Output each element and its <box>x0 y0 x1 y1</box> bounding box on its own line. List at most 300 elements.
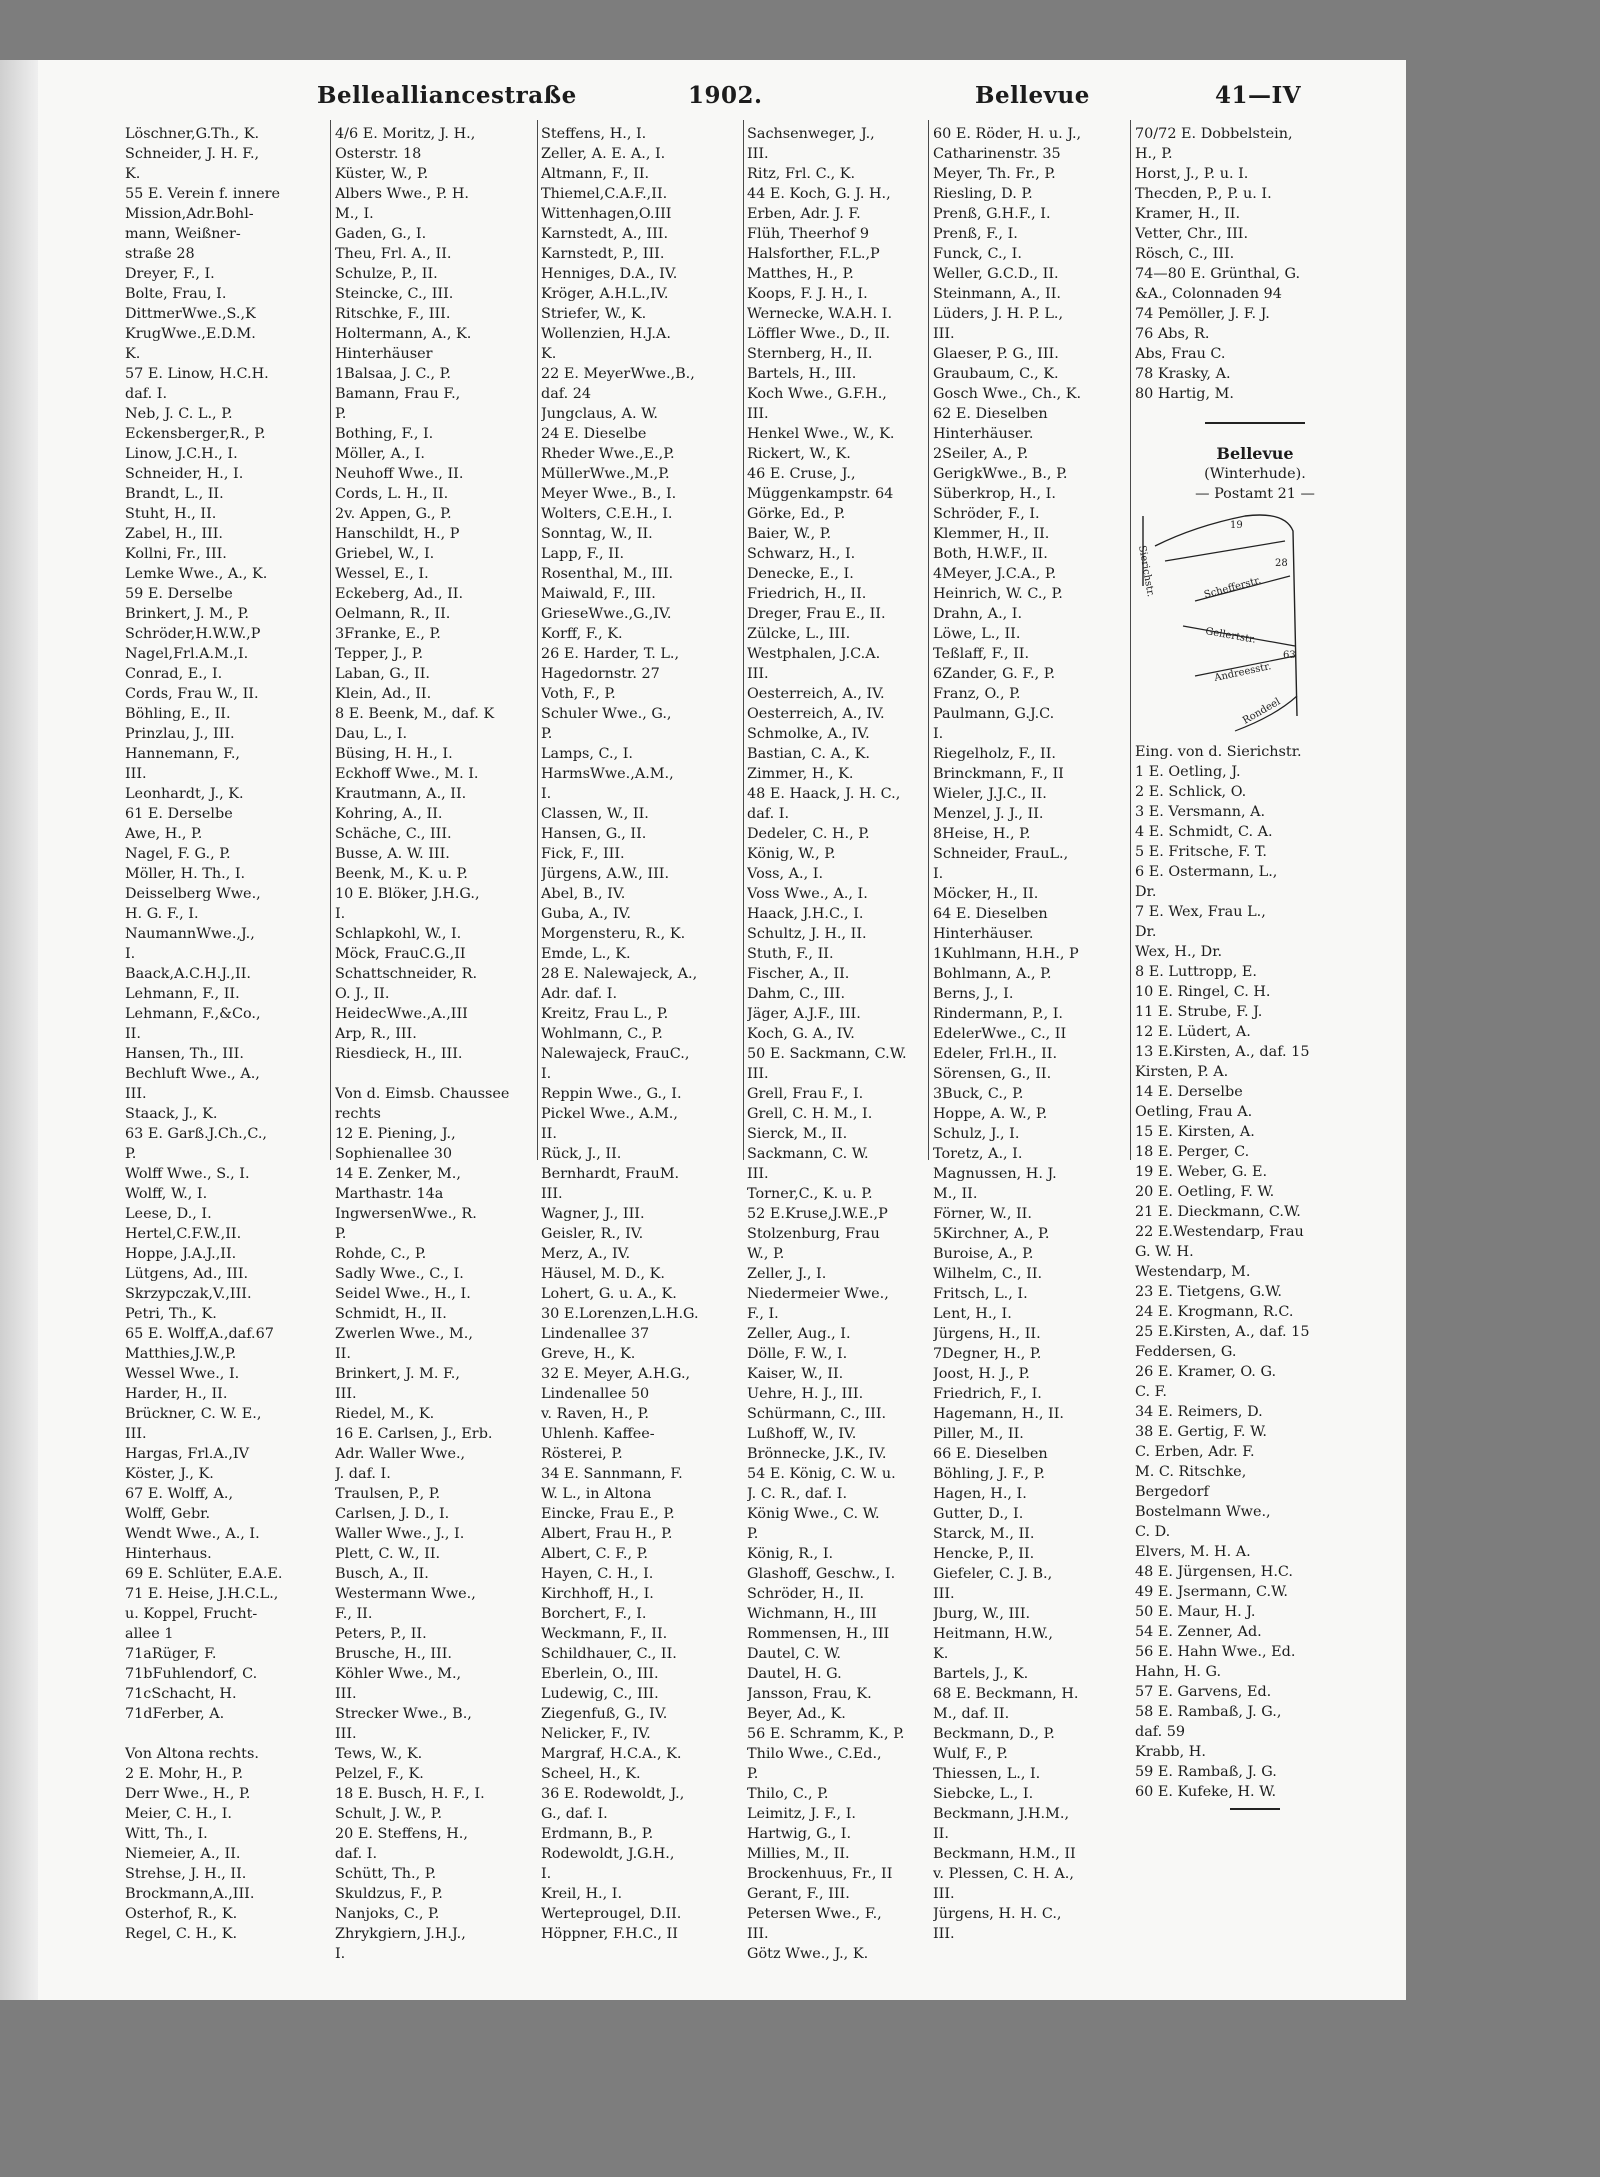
directory-entry-line: Busse, A. W. III. <box>335 846 450 862</box>
directory-entry-line: 30 E.Lorenzen,L.H.G. <box>541 1306 699 1322</box>
directory-entry-line: Eberlein, O., III. <box>541 1666 659 1682</box>
directory-entry-line: Schuler Wwe., G., <box>541 706 672 722</box>
directory-entry-line: Eing. von d. Sierichstr. <box>1135 744 1302 760</box>
directory-entry-line: Classen, W., II. <box>541 806 649 822</box>
directory-entry-line: 48 E. Haack, J. H. C., <box>747 786 901 802</box>
directory-entry-line: Schneider, FrauL., <box>933 846 1069 862</box>
directory-entry-line: Jürgens, H. H. C., <box>933 1906 1062 1922</box>
directory-entry-line: III. <box>747 1926 769 1942</box>
directory-entry-line: Petri, Th., K. <box>125 1306 217 1322</box>
directory-entry-line: Matthies,J.W.,P. <box>125 1346 237 1362</box>
directory-entry-line: Hagemann, H., II. <box>933 1406 1064 1422</box>
directory-entry-line: Wolff, Gebr. <box>125 1506 211 1522</box>
directory-entry-line: Werteprougel, D.II. <box>541 1906 682 1922</box>
directory-entry-line: Wolters, C.E.H., I. <box>541 506 673 522</box>
directory-entry-line: Pickel Wwe., A.M., <box>541 1106 678 1122</box>
column-divider <box>330 120 331 1160</box>
directory-entry-line: König, W., P. <box>747 846 836 862</box>
directory-entry-line: Klemmer, H., II. <box>933 526 1050 542</box>
directory-entry-line: Lamps, C., I. <box>541 746 634 762</box>
directory-entry-line: Rosenthal, M., III. <box>541 566 674 582</box>
directory-entry-line: Thiemel,C.A.F.,II. <box>541 186 668 202</box>
directory-entry-line: Müggenkampstr. 64 <box>747 486 894 502</box>
directory-entry-line: 18 E. Perger, C. <box>1135 1144 1250 1160</box>
directory-entry-line: Uhlenh. Kaffee- <box>541 1426 655 1442</box>
directory-entry-line: Hargas, Frl.A.,IV <box>125 1446 249 1462</box>
directory-entry-line: Witt, Th., I. <box>125 1826 208 1842</box>
directory-entry-line: 70/72 E. Dobbelstein, <box>1135 126 1293 142</box>
directory-entry-line: 57 E. Garvens, Ed. <box>1135 1684 1272 1700</box>
directory-entry-line: Strecker Wwe., B., <box>335 1706 472 1722</box>
directory-entry-line: Waller Wwe., J., I. <box>335 1526 465 1542</box>
directory-entry-line: P. <box>541 726 553 742</box>
directory-entry-line: Pelzel, F., K. <box>335 1766 424 1782</box>
directory-entry-line: C. D. <box>1135 1524 1171 1540</box>
directory-entry-line: 4/6 E. Moritz, J. H., <box>335 126 476 142</box>
directory-entry-line: Dr. <box>1135 924 1157 940</box>
directory-entry-line: 20 E. Steffens, H., <box>335 1826 468 1842</box>
directory-entry-line: Jungclaus, A. W. <box>541 406 658 422</box>
directory-page <box>125 60 1380 1960</box>
directory-entry-line: F., I. <box>747 1306 779 1322</box>
directory-entry-line: Osterhof, R., K. <box>125 1906 238 1922</box>
directory-entry-line: Hinterhäuser <box>335 346 433 362</box>
directory-entry-line: allee 1 <box>125 1626 174 1642</box>
directory-entry-line: Piller, M., II. <box>933 1426 1024 1442</box>
directory-entry-line: Zülcke, L., III. <box>747 626 851 642</box>
directory-entry-line: daf. 24 <box>541 386 592 402</box>
directory-entry-line: 6Zander, G. F., P. <box>933 666 1056 682</box>
directory-entry-line: Bothing, F., I. <box>335 426 434 442</box>
column-divider <box>1130 120 1131 1160</box>
directory-entry-line: Prenß, G.H.F., I. <box>933 206 1051 222</box>
directory-entry-line: Fischer, A., II. <box>747 966 850 982</box>
directory-entry-line <box>335 1064 533 1084</box>
directory-entry-line: Riegelholz, F., II. <box>933 746 1056 762</box>
directory-entry-line: 2 E. Schlick, O. <box>1135 784 1247 800</box>
directory-entry-line: Voth, F., P. <box>541 686 616 702</box>
directory-entry-line: Rohde, C., P. <box>335 1246 427 1262</box>
directory-entry-line: Höppner, F.H.C., II <box>541 1926 678 1942</box>
directory-entry-line: Steffens, H., I. <box>541 126 647 142</box>
directory-entry-line: Dau, L., I. <box>335 726 408 742</box>
directory-entry-line: Heinrich, W. C., P. <box>933 586 1063 602</box>
directory-entry-line: Magnussen, H. J. <box>933 1166 1057 1182</box>
directory-entry-line: Holtermann, A., K. <box>335 326 472 342</box>
directory-entry-line: Bastian, C. A., K. <box>747 746 871 762</box>
directory-entry-line: Denecke, E., I. <box>747 566 854 582</box>
directory-entry-line: Stuht, H., II. <box>125 506 217 522</box>
directory-entry-line: Sonntag, W., II. <box>541 526 653 542</box>
directory-entry-line: daf. I. <box>125 386 168 402</box>
directory-entry-line: Mission,Adr.Bohl- <box>125 206 254 222</box>
directory-entry-line: 20 E. Oetling, F. W. <box>1135 1184 1275 1200</box>
directory-entry-line: Steinmann, A., II. <box>933 286 1061 302</box>
directory-entry-line: Laban, G., II. <box>335 666 430 682</box>
directory-entry-line: 28 E. Nalewajeck, A., <box>541 966 698 982</box>
directory-entry-line: Morgensteru, R., K. <box>541 926 686 942</box>
directory-entry-line: Kirsten, P. A. <box>1135 1064 1229 1080</box>
directory-entry-line: straße 28 <box>125 246 195 262</box>
directory-entry-line: 10 E. Blöker, J.H.G., <box>335 886 480 902</box>
directory-entry-line: Franz, O., P. <box>933 686 1021 702</box>
directory-entry-line: Grell, Frau F., I. <box>747 1086 864 1102</box>
directory-entry-line: Möcker, H., II. <box>933 886 1039 902</box>
directory-entry-line: Wieler, J.J.C., II. <box>933 786 1047 802</box>
directory-entry-line: &A., Colonnaden 94 <box>1135 286 1282 302</box>
map-label: Sierichstr. <box>1136 544 1156 598</box>
directory-entry-line: Seidel Wwe., H., I. <box>335 1286 471 1302</box>
directory-entry-line: K. <box>125 346 141 362</box>
directory-entry-line: Hansen, G., II. <box>541 826 647 842</box>
directory-entry-line: Brockenhuus, Fr., II <box>747 1866 893 1882</box>
directory-entry-line: König Wwe., C. W. <box>747 1506 880 1522</box>
directory-entry-line: Lemke Wwe., A., K. <box>125 566 268 582</box>
directory-entry-line: Karnstedt, P., III. <box>541 246 665 262</box>
directory-entry-line: Zhrykgiern, J.H.J., <box>335 1926 466 1942</box>
directory-entry-line: Eincke, Frau E., P. <box>541 1506 675 1522</box>
directory-entry-line: Lütgens, Ad., III. <box>125 1266 249 1282</box>
directory-entry-line: Süberkrop, H., I. <box>933 486 1056 502</box>
directory-entry-line: Riedel, M., K. <box>335 1406 435 1422</box>
directory-entry-line: Lindenallee 50 <box>541 1386 650 1402</box>
directory-entry-line: KrugWwe.,E.D.M. <box>125 326 256 342</box>
directory-entry-line: 6 E. Ostermann, L., <box>1135 864 1278 880</box>
directory-entry-line: 36 E. Rodewoldt, J., <box>541 1786 685 1802</box>
directory-entry-line: Oesterreich, A., IV. <box>747 686 885 702</box>
directory-entry-line: 64 E. Dieselben <box>933 906 1048 922</box>
directory-entry-line: O. J., II. <box>335 986 390 1002</box>
directory-entry-line: 50 E. Sackmann, C.W. <box>747 1046 907 1062</box>
directory-entry-line: Schlapkohl, W., I. <box>335 926 462 942</box>
directory-entry-line: Feddersen, G. <box>1135 1344 1237 1360</box>
directory-entry-line: Heitmann, H.W., <box>933 1626 1053 1642</box>
directory-entry-line: Von d. Eimsb. Chaussee <box>335 1086 510 1102</box>
directory-entry-line: II. <box>541 1126 557 1142</box>
directory-entry-line: 4 E. Schmidt, C. A. <box>1135 824 1273 840</box>
directory-entry-line: 74 Pemöller, J. F. J. <box>1135 306 1270 322</box>
directory-entry-line: Schmolke, A., IV. <box>747 726 870 742</box>
directory-entry-line: v. Plessen, C. H. A., <box>933 1866 1074 1882</box>
directory-entry-line: Maiwald, F., III. <box>541 586 656 602</box>
directory-entry-line: DittmerWwe.,S.,K <box>125 306 256 322</box>
directory-entry-line: 56 E. Hahn Wwe., Ed. <box>1135 1644 1296 1660</box>
directory-entry-line: 7 E. Wex, Frau L., <box>1135 904 1266 920</box>
directory-entry-line: P. <box>125 1146 137 1162</box>
directory-entry-line: Stolzenburg, Frau <box>747 1226 880 1242</box>
directory-entry-line: Teßlaff, F., II. <box>933 646 1030 662</box>
directory-entry-line: Meier, C. H., I. <box>125 1806 232 1822</box>
directory-entry-line: Greve, H., K. <box>541 1346 636 1362</box>
directory-entry-line: Buroise, A., P. <box>933 1246 1034 1262</box>
directory-entry-line: Hagen, H., I. <box>933 1486 1027 1502</box>
directory-entry-line: Abs, Frau C. <box>1135 346 1226 362</box>
directory-entry-line: 24 E. Dieselbe <box>541 426 647 442</box>
directory-entry-line: 7Degner, H., P. <box>933 1346 1042 1362</box>
directory-entry-line: 69 E. Schlüter, E.A.E. <box>125 1566 283 1582</box>
directory-entry-line: Kollni, Fr., III. <box>125 546 227 562</box>
directory-entry-line: Fick, F., III. <box>541 846 625 862</box>
directory-entry-line: Gutter, D., I. <box>933 1506 1024 1522</box>
end-rule <box>1230 1808 1280 1810</box>
directory-entry-line: 80 Hartig, M. <box>1135 386 1234 402</box>
directory-entry-line: Marthastr. 14a <box>335 1186 444 1202</box>
directory-entry-line: Schütt, Th., P. <box>335 1866 437 1882</box>
directory-entry-line: Hencke, P., II. <box>933 1546 1035 1562</box>
directory-entry-line: 8 E. Luttropp, E. <box>1135 964 1257 980</box>
directory-entry-line: Prinzlau, J., III. <box>125 726 235 742</box>
directory-entry-line: Guba, A., IV. <box>541 906 631 922</box>
directory-entry-line: Beyer, Ad., K. <box>747 1706 846 1722</box>
directory-entry-line: Dreger, Frau E., II. <box>747 606 886 622</box>
directory-entry-line: 14 E. Derselbe <box>1135 1084 1243 1100</box>
directory-entry-line: Emde, L., K. <box>541 946 631 962</box>
directory-entry-line: Brönnecke, J.K., IV. <box>747 1446 887 1462</box>
directory-entry-line: Schult, J. W., P. <box>335 1806 443 1822</box>
directory-entry-line: Lehmann, F., II. <box>125 986 240 1002</box>
directory-entry-line: 3Buck, C., P. <box>933 1086 1024 1102</box>
directory-entry-line: Schneider, J. H. F., <box>125 146 260 162</box>
directory-entry-line: Dölle, F. W., I. <box>747 1346 848 1362</box>
directory-entry-line: 38 E. Gertig, F. W. <box>1135 1424 1267 1440</box>
directory-entry-line: Lußhoff, W., IV. <box>747 1426 857 1442</box>
directory-entry-line: Jürgens, A.W., III. <box>541 866 670 882</box>
directory-column-5 <box>933 124 1128 1944</box>
directory-entry-line: Thilo Wwe., C.Ed., <box>747 1746 882 1762</box>
directory-entry-line: 54 E. Zenner, Ad. <box>1135 1624 1262 1640</box>
directory-entry-line: III. <box>933 1586 955 1602</box>
directory-entry-line: Baier, W., P. <box>747 526 832 542</box>
directory-entry-line: Schröder,H.W.W.,P <box>125 626 261 642</box>
directory-entry-line: Dautel, C. W. <box>747 1646 841 1662</box>
header-year: 1902. <box>688 82 763 109</box>
directory-entry-line: Beenk, M., K. u. P. <box>335 866 468 882</box>
directory-entry-line: Schultz, J. H., II. <box>747 926 867 942</box>
directory-entry-line: Bernhardt, FrauM. <box>541 1166 680 1182</box>
directory-entry-line: III. <box>933 1926 955 1942</box>
directory-entry-line: Friedrich, H., II. <box>747 586 867 602</box>
directory-entry-line: Wagner, J., III. <box>541 1206 645 1222</box>
directory-entry-line: 49 E. Jsermann, C.W. <box>1135 1584 1288 1600</box>
directory-entry-line: daf. 59 <box>1135 1724 1186 1740</box>
directory-entry-line: Förner, W., II. <box>933 1206 1032 1222</box>
directory-entry-line: Prenß, F., I. <box>933 226 1018 242</box>
directory-entry-line: Krautmann, A., II. <box>335 786 467 802</box>
directory-entry-line: Hansen, Th., III. <box>125 1046 244 1062</box>
directory-entry-line: daf. I. <box>335 1846 378 1862</box>
directory-entry-line: Catharinenstr. 35 <box>933 146 1061 162</box>
directory-entry-line: 52 E.Kruse,J.W.E.,P <box>747 1206 888 1222</box>
directory-entry-line: Schattschneider, R. <box>335 966 478 982</box>
directory-entry-line: Westendarp, M. <box>1135 1264 1251 1280</box>
directory-entry-line: Carlsen, J. D., I. <box>335 1506 450 1522</box>
directory-entry-line: Riesdieck, H., III. <box>335 1046 463 1062</box>
directory-entry-line: Weller, G.C.D., II. <box>933 266 1059 282</box>
directory-entry-line: P. <box>335 406 347 422</box>
column-divider <box>743 120 744 1160</box>
directory-entry-line: II. <box>933 1826 949 1842</box>
directory-entry-line: Hoppe, A. W., P. <box>933 1106 1048 1122</box>
directory-entry-line: I. <box>125 946 136 962</box>
directory-entry-line: P. <box>747 1526 759 1542</box>
directory-entry-line: Böhling, J. F., P. <box>933 1466 1045 1482</box>
directory-column-3 <box>541 124 739 1944</box>
directory-entry-line: IngwersenWwe., R. <box>335 1206 477 1222</box>
directory-entry-line: 50 E. Maur, H. J. <box>1135 1604 1256 1620</box>
directory-entry-line: Dautel, H. G. <box>747 1666 842 1682</box>
directory-entry-line: Sackmann, C. W. <box>747 1146 869 1162</box>
directory-entry-line: Koops, F. J. H., I. <box>747 286 868 302</box>
directory-entry-line: Reppin Wwe., G., I. <box>541 1086 682 1102</box>
directory-entry-line: Adr. Waller Wwe., <box>335 1446 466 1462</box>
directory-entry-line: Siebcke, L., I. <box>933 1786 1034 1802</box>
directory-entry-line: 71dFerber, A. <box>125 1706 225 1722</box>
directory-entry-line: Krabb, H. <box>1135 1744 1206 1760</box>
directory-entry-line: 34 E. Reimers, D. <box>1135 1404 1263 1420</box>
directory-entry-line: Henniges, D.A., IV. <box>541 266 678 282</box>
directory-entry-line: Böhling, E., II. <box>125 706 231 722</box>
header-page-number: 41—IV <box>1215 82 1302 109</box>
directory-entry-line: Rheder Wwe.,E.,P. <box>541 446 675 462</box>
directory-entry-line: Schneider, H., I. <box>125 466 244 482</box>
directory-entry-line: 71 E. Heise, J.H.C.L., <box>125 1586 279 1602</box>
directory-column-4 <box>747 124 925 1964</box>
directory-entry-line: 26 E. Harder, T. L., <box>541 646 680 662</box>
directory-entry-line: Dedeler, C. H., P. <box>747 826 870 842</box>
directory-entry-line: 1Balsaa, J. C., P. <box>335 366 451 382</box>
directory-entry-line: Rodewoldt, J.G.H., <box>541 1846 675 1862</box>
directory-entry-line: Theu, Frl. A., II. <box>335 246 452 262</box>
directory-entry-line: Jürgens, H., II. <box>933 1326 1041 1342</box>
directory-entry-line: 15 E. Kirsten, A. <box>1135 1124 1255 1140</box>
directory-entry-line: Brückner, C. W. E., <box>125 1406 262 1422</box>
directory-entry-line: Hertel,C.F.W.,II. <box>125 1226 242 1242</box>
directory-entry-line: Fritsch, L., I. <box>933 1286 1028 1302</box>
directory-entry-line: I. <box>335 1946 346 1962</box>
directory-entry-line: 56 E. Schramm, K., P. <box>747 1726 905 1742</box>
directory-entry-line: 24 E. Krogmann, R.C. <box>1135 1304 1294 1320</box>
directory-column-1 <box>125 124 325 1944</box>
directory-entry-line: Wichmann, H., III <box>747 1606 877 1622</box>
directory-entry-line: Toretz, A., I. <box>933 1146 1023 1162</box>
directory-entry-line: Bostelmann Wwe., <box>1135 1504 1271 1520</box>
directory-entry-line: Beckmann, J.H.M., <box>933 1806 1070 1822</box>
directory-entry-line: Vetter, Chr., III. <box>1135 226 1249 242</box>
directory-entry-line: Bergedorf <box>1135 1484 1209 1500</box>
directory-entry-line: Lindenallee 37 <box>541 1326 650 1342</box>
directory-entry-line: mann, Weißner- <box>125 226 241 242</box>
directory-entry-line: Jäger, A.J.F., III. <box>747 1006 861 1022</box>
directory-entry-line: 2Seiler, A., P. <box>933 446 1029 462</box>
directory-entry-line: Bohlmann, A., P. <box>933 966 1052 982</box>
directory-entry-line: Häusel, M. D., K. <box>541 1266 666 1282</box>
directory-entry-line: 5Kirchner, A., P. <box>933 1226 1050 1242</box>
directory-entry-line: F., II. <box>335 1606 373 1622</box>
directory-entry-line: Flüh, Theerhof 9 <box>747 226 870 242</box>
directory-entry-line: Sörensen, G., II. <box>933 1066 1052 1082</box>
directory-entry-line: Riesling, D. P. <box>933 186 1033 202</box>
directory-entry-line: Wolff, W., I. <box>125 1186 208 1202</box>
directory-entry-line: Löschner,G.Th., K. <box>125 126 260 142</box>
directory-entry-line: Gaden, G., I. <box>335 226 427 242</box>
directory-entry-line: Wernecke, W.A.H. I. <box>747 306 893 322</box>
directory-entry-line: Löffler Wwe., D., II. <box>747 326 891 342</box>
directory-entry-line: Drahn, A., I. <box>933 606 1023 622</box>
directory-entry-line: Traulsen, P., P. <box>335 1486 441 1502</box>
directory-entry-line: III. <box>335 1726 357 1742</box>
directory-entry-line: Matthes, H., P. <box>747 266 854 282</box>
directory-entry-line: Lehmann, F.,&Co., <box>125 1006 261 1022</box>
directory-entry-line: M., I. <box>335 206 374 222</box>
column-divider <box>537 120 538 1160</box>
directory-entry-line: Kreitz, Frau L., P. <box>541 1006 669 1022</box>
directory-entry-line: 78 Krasky, A. <box>1135 366 1231 382</box>
directory-entry-line: GerigkWwe., B., P. <box>933 466 1068 482</box>
directory-entry-line: Löwe, L., II. <box>933 626 1021 642</box>
map-label: Rondeel <box>1241 696 1283 727</box>
directory-entry-line: Funck, C., I. <box>933 246 1022 262</box>
directory-entry-line: Uehre, H. J., III. <box>747 1386 864 1402</box>
directory-entry-line: Hanschildt, H., P <box>335 526 460 542</box>
map-label: 19 <box>1230 520 1243 531</box>
directory-entry-line: HeidecWwe.,A.,III <box>335 1006 468 1022</box>
directory-entry-line: M. C. Ritschke, <box>1135 1464 1247 1480</box>
directory-entry-line: 12 E. Piening, J., <box>335 1126 456 1142</box>
directory-entry-line: 60 E. Kufeke, H. W. <box>1135 1784 1277 1800</box>
directory-entry-line: Striefer, W., K. <box>541 306 647 322</box>
directory-entry-line: I. <box>933 866 944 882</box>
directory-entry-line: Hinterhäuser. <box>933 426 1034 442</box>
directory-entry-line: 71aRüger, F. <box>125 1646 217 1662</box>
directory-entry-line: K. <box>541 346 557 362</box>
directory-entry-line: Lüders, J. H. P. L., <box>933 306 1064 322</box>
directory-entry-line: III. <box>933 326 955 342</box>
directory-entry-line: Paulmann, G.J.C. <box>933 706 1055 722</box>
directory-entry-line: 44 E. Koch, G. J. H., <box>747 186 891 202</box>
map-label: Schefferstr. <box>1202 575 1263 601</box>
directory-entry-line: rechts <box>335 1106 381 1122</box>
directory-entry-line: Klein, Ad., II. <box>335 686 432 702</box>
section-title: Bellevue <box>1216 444 1294 463</box>
directory-entry-line: 34 E. Sannmann, F. <box>541 1466 683 1482</box>
directory-entry-line: III. <box>541 1186 563 1202</box>
directory-entry-line: III. <box>747 406 769 422</box>
directory-entry-line: Cords, L. H., II. <box>335 486 449 502</box>
directory-entry-line: Deisselberg Wwe., <box>125 886 261 902</box>
street-map <box>1135 506 1315 736</box>
directory-entry-line: 71cSchacht, H. <box>125 1686 237 1702</box>
directory-entry-line: I. <box>541 1066 552 1082</box>
directory-entry-line: 19 E. Weber, G. E. <box>1135 1164 1268 1180</box>
directory-entry-line: Rösterei, P. <box>541 1446 623 1462</box>
directory-entry-line: P. <box>747 1766 759 1782</box>
directory-entry-line: H. G. F., I. <box>125 906 199 922</box>
directory-entry-line: M., daf. II. <box>933 1706 1010 1722</box>
directory-entry-line: Voss Wwe., A., I. <box>747 886 868 902</box>
map-street-line <box>1165 541 1285 561</box>
directory-entry-line: Köhler Wwe., M., <box>335 1666 462 1682</box>
directory-entry-line: III. <box>335 1386 357 1402</box>
directory-entry-line: Cords, Frau W., II. <box>125 686 259 702</box>
directory-entry-line: III. <box>747 1166 769 1182</box>
directory-entry-line: 25 E.Kirsten, A., daf. 15 <box>1135 1324 1310 1340</box>
directory-entry-line: Brockmann,A.,III. <box>125 1886 255 1902</box>
directory-entry-line: W. L., in Altona <box>541 1486 652 1502</box>
directory-entry-line: Hinterhaus. <box>125 1546 212 1562</box>
directory-entry-line: Derr Wwe., H., P. <box>125 1786 251 1802</box>
directory-entry-line: Geisler, R., IV. <box>541 1226 644 1242</box>
directory-entry-line: Wessel, E., I. <box>335 566 429 582</box>
